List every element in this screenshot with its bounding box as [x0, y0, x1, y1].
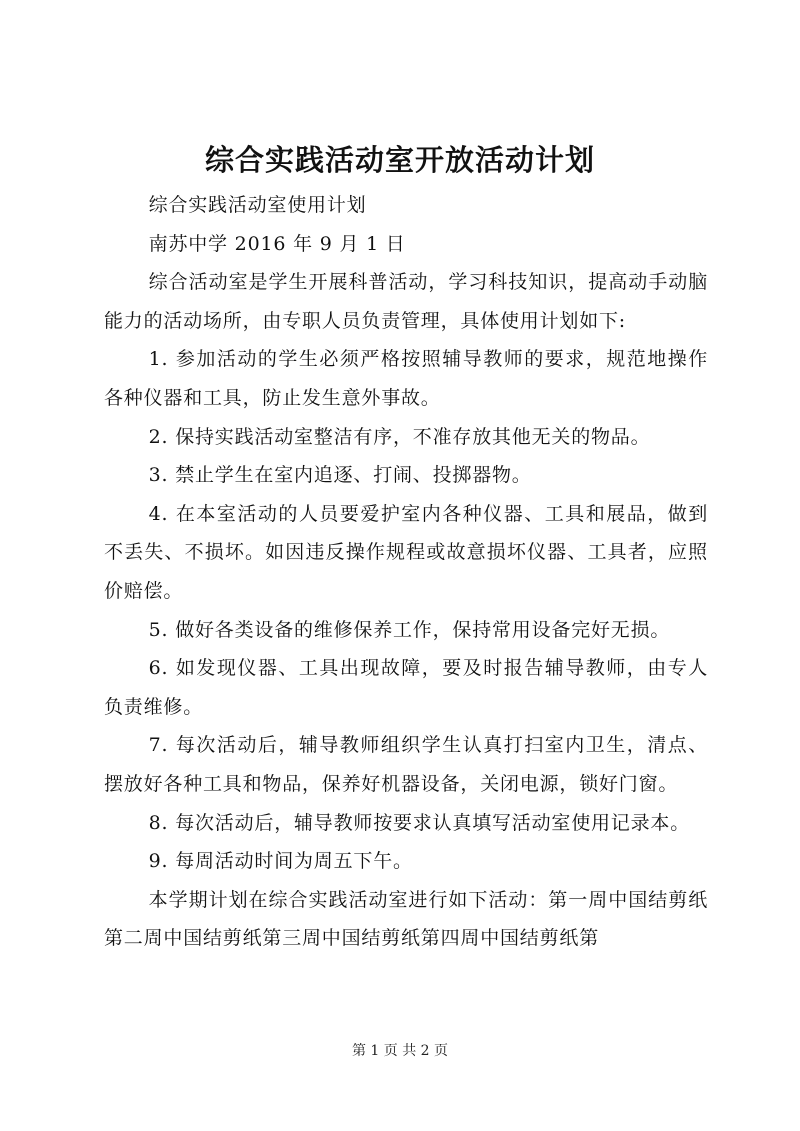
rule-item-1: 1. 参加活动的学生必须严格按照辅导教师的要求，规范地操作各种仪器和工具，防止发生意外事故。	[104, 348, 708, 409]
paragraph-intro: 综合活动室是学生开展科普活动，学习科技知识，提高动手动脑能力的活动场所，由专职人员负责管理，具体使用计划如下:	[104, 271, 708, 332]
rule-item-7: 7. 每次活动后，辅导教师组织学生认真打扫室内卫生，清点、摆放好各种工具和物品，保养好机器设备，关闭电源，锁好门窗。	[104, 734, 708, 795]
page-title: 综合实践活动室开放活动计划	[204, 143, 595, 177]
paragraph-date: 南苏中学 2016 年 9 月 1 日	[148, 232, 406, 255]
document-body	[104, 186, 708, 958]
rule-item-4: 4. 在本室活动的人员要爱护室内各种仪器、工具和展品，做到不丢失、不损坏。如因违反操作规程或故意损坏仪器、工具者，应照价赔偿。	[104, 502, 708, 602]
rule-item-6: 6. 如发现仪器、工具出现故障，要及时报告辅导教师，由专人负责维修。	[104, 657, 708, 718]
rule-item-9: 9. 每周活动时间为周五下午。	[148, 850, 413, 873]
page-number-footer: 第 1 页 共 2 页	[351, 1043, 449, 1059]
rule-item-2: 2. 保持实践活动室整洁有序，不准存放其他无关的物品。	[148, 425, 651, 448]
paragraph-activity-plan: 本学期计划在综合实践活动室进行如下活动：第一周中国结剪纸第二周中国结剪纸第三周中国结剪纸第四周中国结剪纸第	[104, 888, 708, 950]
rule-item-8: 8. 每次活动后，辅导教师按要求认真填写活动室使用记录本。	[148, 811, 691, 834]
rule-item-3: 3. 禁止学生在室内追逐、打闹、投掷器物。	[148, 464, 532, 487]
rule-item-5: 5. 做好各类设备的维修保养工作，保持常用设备完好无损。	[148, 618, 671, 641]
paragraph-subtitle: 综合实践活动室使用计划	[148, 194, 367, 216]
